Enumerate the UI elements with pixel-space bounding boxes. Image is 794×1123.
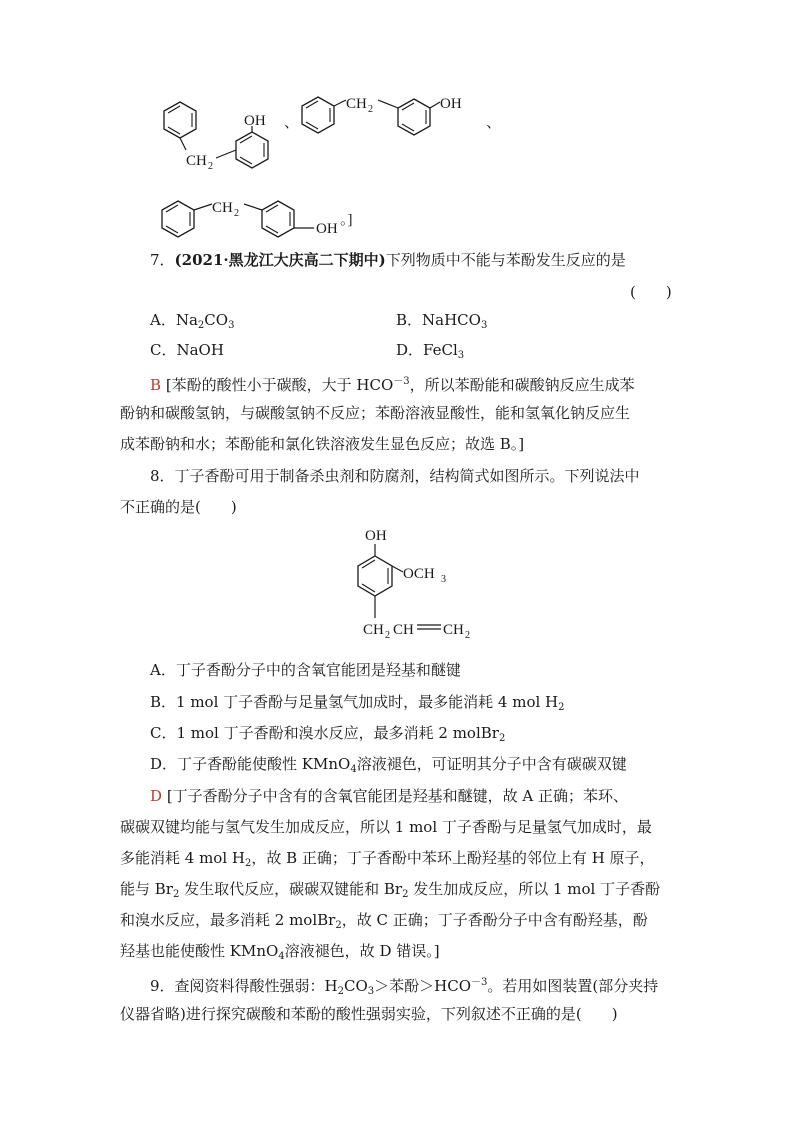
separator-2: 、	[486, 113, 502, 131]
structure-benzyl-ortho-phenol	[150, 90, 290, 190]
svg-text:CH: CH	[212, 200, 233, 216]
q7-explanation-1: B [苯酚的酸性小于碳酸，大于 $HCO^{-3}$，所以苯酚能和碳酸钠反应生成苯	[150, 376, 635, 394]
q7-option-c: C．NaOH	[150, 341, 224, 359]
q7-answer-paren: ( )	[630, 283, 672, 301]
q9-stem-1: 9．查阅资料得酸性强弱：$H_2CO_3>$苯酚$>HCO^{-3}$。若用如图装置(部分夹持	[150, 977, 659, 997]
svg-text:CH: CH	[393, 622, 414, 638]
q8-explanation-3: 多能消耗 4 mol $H_2$，故 B 正确；丁子香酚中苯环上酚羟基的邻位上有 H 原子，	[120, 849, 655, 869]
q8-explanation-1: D [丁子香酚分子中含有的含氧官能团是羟基和醚键，故 A 正确；苯环、	[150, 787, 629, 805]
svg-text:OH: OH	[365, 528, 387, 544]
svg-text:2: 2	[465, 630, 470, 641]
q8-explanation-6: 羟基也能使酸性 KMnO$_4$溶液褪色，故 D 错误。]	[120, 942, 440, 962]
svg-text:OH: OH	[244, 113, 266, 129]
structure-benzyl-meta-phenol	[296, 88, 496, 138]
svg-text:CH: CH	[186, 153, 207, 169]
q9-stem-2: 仪器省略)进行探究碳酸和苯酚的酸性强弱实验，下列叙述不正确的是( )	[120, 1005, 618, 1023]
q7-stem: 7．(2021·黑龙江大庆高二下期中)下列物质中不能与苯酚发生反应的是	[150, 251, 626, 269]
q8-stem-2: 不正确的是( )	[120, 498, 237, 516]
q8-explanation-2: 碳碳双键均能与氢气发生加成反应，所以 1 mol 丁子香酚与足量氢气加成时，最	[120, 818, 652, 836]
q8-answer-letter: D	[150, 787, 163, 805]
q8-option-b: B．1 mol 丁子香酚与足量氢气加成时，最多能消耗 4 mol $H_2$	[150, 693, 565, 713]
structure-benzyl-para-phenol	[156, 194, 386, 242]
svg-text:OH: OH	[440, 96, 462, 112]
q8-explanation-4: 能与 $Br_2$ 发生取代反应，碳碳双键能和 $Br_2$ 发生加成反应，所以 1 mol 丁子香酚	[120, 880, 661, 900]
q8-stem-1: 8．丁子香酚可用于制备杀虫剂和防腐剂，结构简式如图所示。下列说法中	[150, 467, 640, 485]
separator-1: 、	[284, 113, 300, 131]
svg-text:2: 2	[234, 208, 239, 219]
svg-text:CH: CH	[346, 96, 367, 112]
q8-explanation-5: 和溴水反应，最多消耗 2 molBr$_2$，故 C 正确；丁子香酚分子中含有酚羟基，酚	[120, 911, 648, 931]
svg-text:OH: OH	[316, 221, 338, 237]
svg-text:OCH: OCH	[403, 566, 435, 582]
q7-option-d: D．FeCl$_3$	[396, 341, 465, 361]
svg-text:2: 2	[368, 104, 373, 115]
q7-option-b: B．NaHCO$_3$	[396, 311, 488, 331]
q7-option-a: A．$Na_2CO_3$	[150, 311, 235, 331]
q7-explanation-2: 酚钠和碳酸氢钠，与碳酸氢钠不反应；苯酚溶液显酸性，能和氢氧化钠反应生	[120, 404, 631, 422]
svg-text:2: 2	[208, 161, 213, 172]
q8-option-a: A．丁子香酚分子中的含氧官能团是羟基和醚键	[150, 661, 461, 679]
svg-text:。]: 。]	[340, 212, 353, 228]
svg-text:CH: CH	[443, 622, 464, 638]
q7-explanation-3: 成苯酚钠和水；苯酚能和氯化铁溶液发生显色反应；故选 B。]	[120, 435, 525, 453]
structure-eugenol	[345, 522, 505, 648]
svg-text:CH: CH	[363, 622, 384, 638]
q8-option-c: C．1 mol 丁子香酚和溴水反应，最多消耗 2 molBr$_2$	[150, 724, 506, 744]
q8-option-d: D．丁子香酚能使酸性 KMnO$_4$溶液褪色，可证明其分子中含有碳碳双键	[150, 755, 627, 775]
svg-text:3: 3	[441, 574, 446, 585]
svg-text:2: 2	[385, 630, 390, 641]
q7-answer-letter: B	[150, 376, 162, 394]
